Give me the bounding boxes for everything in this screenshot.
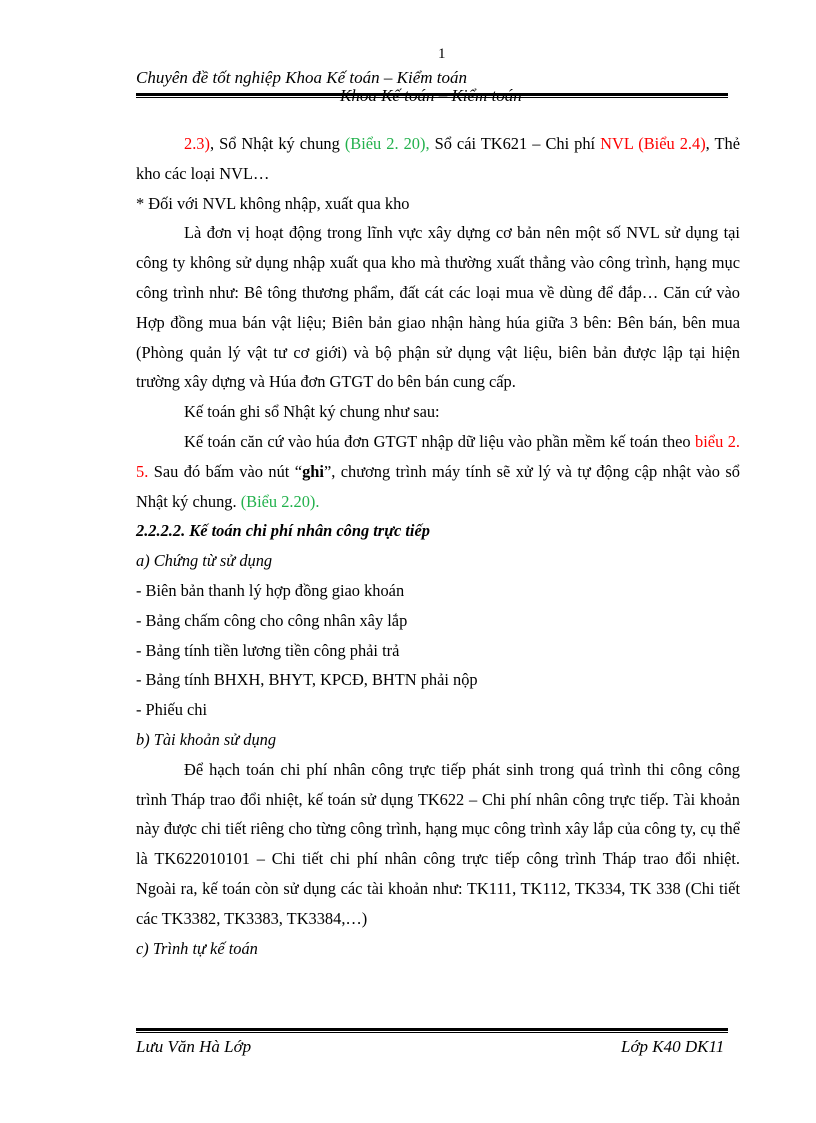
reference-2-3: 2.3) xyxy=(184,134,210,153)
paragraph-4: Kế toán ghi sổ Nhật ký chung như sau: xyxy=(184,402,440,422)
ghi-button-name: ghi xyxy=(302,461,324,481)
reference-nvl-bieu-2-4: NVL (Biểu 2.4) xyxy=(600,134,706,153)
footer-class: Lớp K40 DK11 xyxy=(621,1037,725,1056)
list-item: - Bảng chấm công cho công nhân xây lắp xyxy=(136,610,408,630)
header-overlap-title: Khoa Kế toán – Kiểm toán xyxy=(340,86,522,105)
page-number: 1 xyxy=(438,46,446,62)
text-run: Sau đó bấm vào nút “ xyxy=(148,461,303,481)
text-run: Sổ cái TK621 – Chi phí xyxy=(429,134,601,153)
subheading-b: b) Tài khoản sử dụng xyxy=(136,729,277,749)
text-run: , Sổ Nhật ký chung xyxy=(209,134,345,153)
reference-bieu-2-20: (Biểu 2. 20), xyxy=(344,134,430,153)
list-item: - Bảng tính BHXH, BHYT, KPCĐ, BHTN phải nộp xyxy=(136,670,478,690)
paragraph-2: * Đối với NVL không nhập, xuất qua kho xyxy=(136,193,410,213)
document-body xyxy=(136,129,740,963)
paragraph-3: Là đơn vị hoạt động trong lĩnh vực xây dựng cơ bản nên một số NVL sử dụng tại công ty không sử dụng nhập xuất qua kho mà thường xuất thẳng vào công trình, hạng mục công trình như: Bê tông thương phẩm, đất cát các loại mua về dùng để đắp… Căn cứ vào Hợp đồng mua bán vật liệu; Biên bản giao nhận hàng húa giữa 3 bên: Bên bán, bên mua (Phòng quản lý vật tư cơ giới) và bộ phận sử dụng vật liệu, biên bản được lập tại hiện trường xây dựng và Húa đơn GTGT do bên bán cung cấp. xyxy=(136,223,740,392)
list-item: - Biên bản thanh lý hợp đồng giao khoán xyxy=(136,580,405,600)
paragraph-5 xyxy=(136,427,740,516)
subheading-c: c) Trình tự kế toán xyxy=(136,938,258,958)
paragraph-6: Để hạch toán chi phí nhân công trực tiếp phát sinh trong quá trình thi công công trình Tháp trao đổi nhiệt, kế toán sử dụng TK622 – Chi phí nhân công trực tiếp. Tài khoản này được chi tiết riêng cho từng công trình, hạng mục công trình xây lắp của công ty, cụ thể là TK622010101 – Chi tiết chi phí nhân công trực tiếp công trình Tháp trao đổi nhiệt. Ngoài ra, kế toán còn sử dụng các tài khoản như: TK111, TK112, TK334, TK 338 (Chi tiết các TK3382, TK3383, TK3384,…) xyxy=(136,759,740,928)
reference-bieu-2-20b: (Biểu 2.20). xyxy=(240,491,320,511)
subheading-a: a) Chứng từ sử dụng xyxy=(136,551,273,571)
footer-rule xyxy=(136,1028,728,1033)
reference-bieu-2-5: biểu 2. 5. xyxy=(136,431,740,481)
list-item: - Phiếu chi xyxy=(136,700,208,720)
text-run: ”, chương trình máy tính sẽ xử lý và tự động cập nhật vào sổ Nhật ký chung. xyxy=(136,461,741,511)
header-rule xyxy=(136,93,728,98)
footer-author: Lưu Văn Hà Lớp xyxy=(136,1037,252,1056)
paragraph-1 xyxy=(136,129,740,189)
text-run: Kế toán căn cứ vào húa đơn GTGT nhập dữ liệu vào phần mềm kế toán theo xyxy=(184,431,696,451)
list-item: - Bảng tính tiền lương tiền công phải trả xyxy=(136,640,400,660)
section-heading: 2.2.2.2. Kế toán chi phí nhân công trực tiếp xyxy=(136,521,430,541)
text-run: , Thẻ kho các loại NVL… xyxy=(136,134,740,183)
header-title: Chuyên đề tốt nghiệp Khoa Kế toán – Kiểm toán xyxy=(136,68,467,87)
